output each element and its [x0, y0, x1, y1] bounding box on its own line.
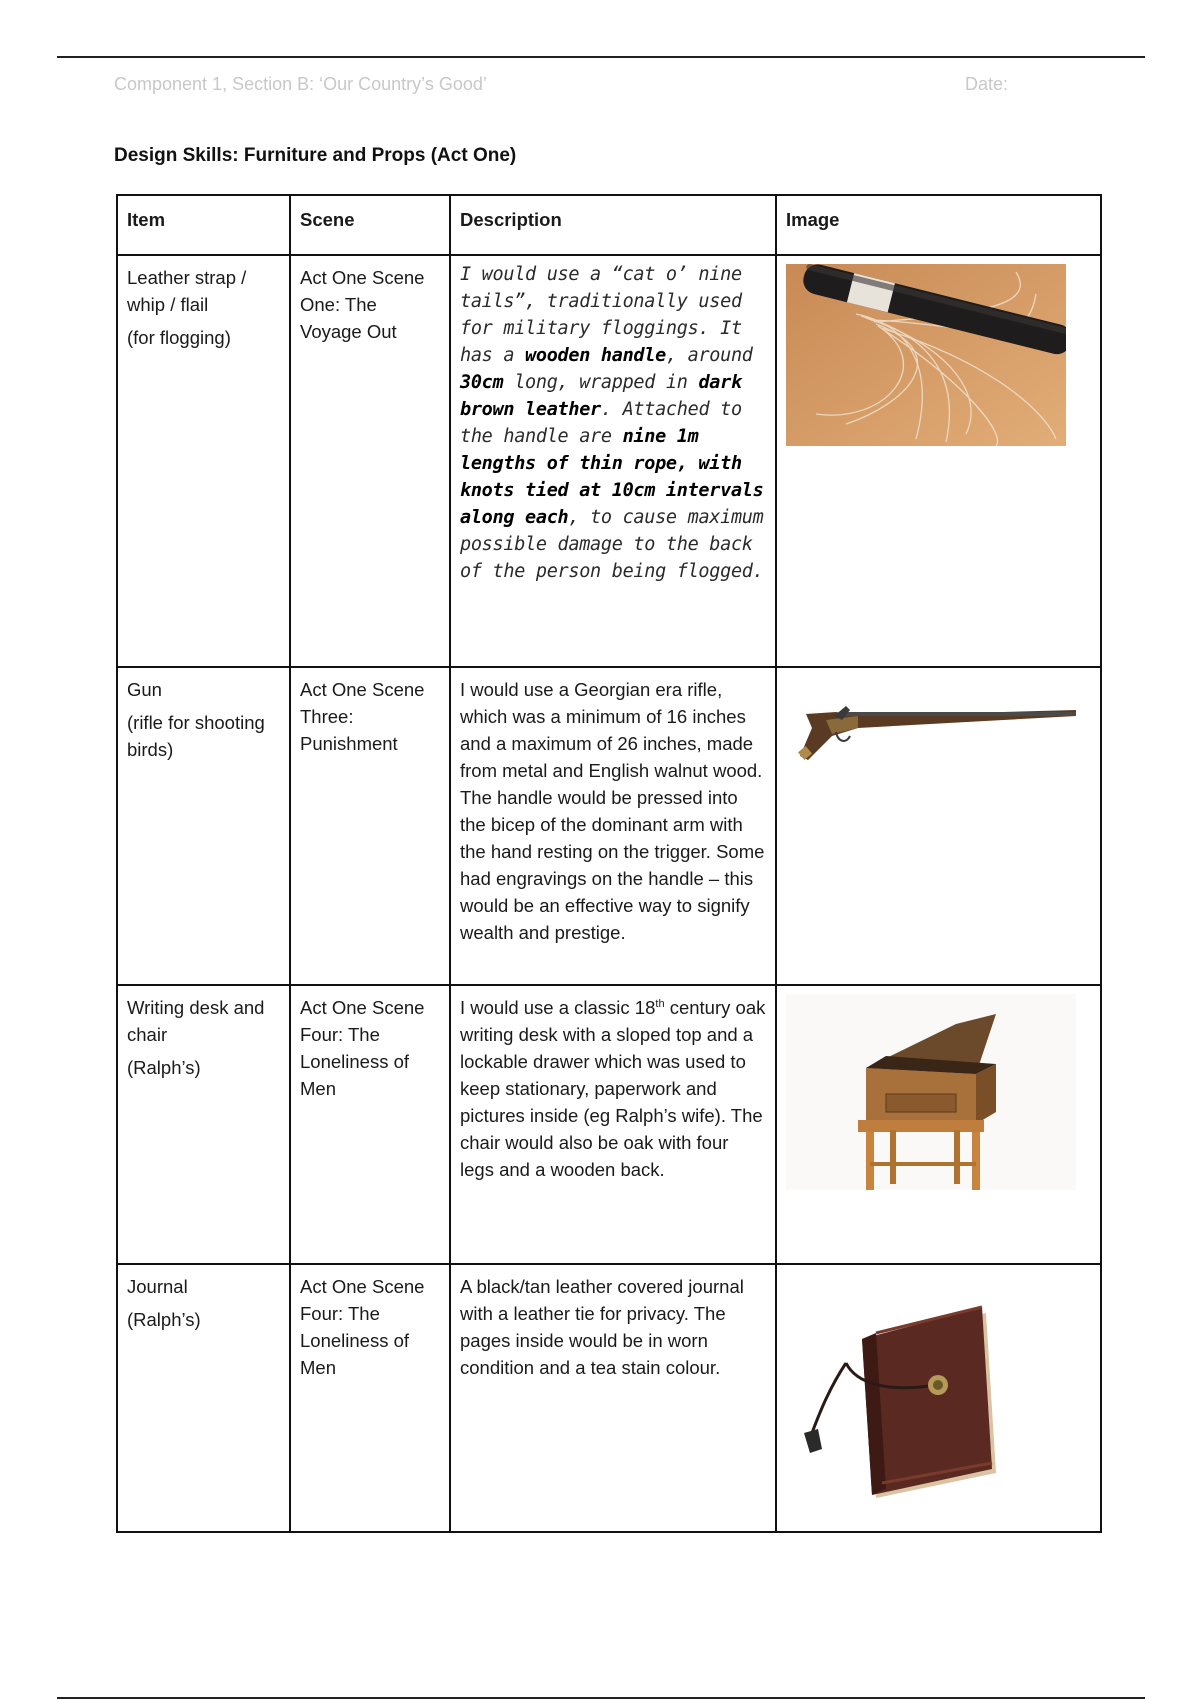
desc-part: , to cause maximum possible damage to the back of the person being flogged.: [460, 507, 764, 582]
item-note: (Ralph’s): [127, 1057, 201, 1078]
desc-superscript: th: [655, 997, 665, 1010]
item-name: Gun: [127, 679, 162, 700]
footer-rule: [57, 1697, 1145, 1699]
item-cell: [117, 1264, 290, 1532]
column-header-scene: Scene: [290, 195, 450, 255]
desc-part-bold: nine 1m lengths of thin rope, with knots tied at 10cm intervals along each: [460, 426, 764, 528]
item-note: (Ralph’s): [127, 1309, 201, 1330]
image-cell: [776, 985, 1101, 1264]
desk-image: [786, 994, 1076, 1190]
rifle-image: [786, 676, 1076, 816]
scene-cell: Act One Scene One: The Voyage Out: [290, 255, 450, 667]
item-name: Journal: [127, 1276, 188, 1297]
scene-cell: Act One Scene Three: Punishment: [290, 667, 450, 985]
description-cell: A black/tan leather covered journal with a leather tie for privacy. The pages inside would be in worn condition and a tea stain colour.: [450, 1264, 776, 1532]
item-name: Leather strap / whip / flail: [127, 267, 247, 315]
scene-cell: Act One Scene Four: The Loneliness of Men: [290, 985, 450, 1264]
desc-part-bold: dark brown leather: [460, 372, 742, 420]
scene-cell: Act One Scene Four: The Loneliness of Men: [290, 1264, 450, 1532]
image-cell: [776, 1264, 1101, 1532]
table-header-row: [117, 195, 1101, 255]
item-name: Writing desk and chair: [127, 997, 265, 1045]
column-header-image: Image: [776, 195, 1101, 255]
table-row: [117, 1264, 1101, 1532]
description-cell: I would use a Georgian era rifle, which was a minimum of 16 inches and a maximum of 26 inches, made from metal and English walnut wood. The handle would be pressed into the bicep of the dominant arm with the hand resting on the trigger. Some had engravings on the handle – this would be an effective way to signify wealth and prestige.: [450, 667, 776, 985]
table-row: [117, 985, 1101, 1264]
item-cell: [117, 667, 290, 985]
desc-part: . Attached to the handle are: [460, 399, 742, 447]
image-cell: [776, 667, 1101, 985]
column-header-description: Description: [450, 195, 776, 255]
image-cell: [776, 255, 1101, 667]
journal-image: [786, 1273, 1076, 1518]
header-component: Component 1, Section B: ‘Our Country’s Good’: [114, 74, 487, 94]
desc-part-bold: wooden handle: [525, 345, 666, 366]
desc-part: century oak writing desk with a sloped top and a lockable drawer which was used to keep stationary, paperwork and pictures inside (eg Ralph’s wife). The chair would also be oak with four legs and a wooden back.: [460, 997, 766, 1180]
desc-part: long, wrapped in: [503, 372, 699, 393]
item-cell: [117, 255, 290, 667]
header-date: Date:: [965, 74, 1009, 94]
description-cell: [450, 985, 776, 1264]
header-rule: [57, 56, 1145, 58]
item-cell: [117, 985, 290, 1264]
desc-part: I would use a “cat o’ nine tails”, traditionally used for military floggings. It has a: [460, 264, 742, 366]
description-cell: [450, 255, 776, 667]
whip-image: [786, 264, 1066, 446]
props-table: [116, 194, 1102, 1533]
desc-part-bold: 30cm: [460, 372, 504, 393]
table-row: [117, 255, 1101, 667]
page-title: Design Skills: Furniture and Props (Act One): [114, 145, 517, 166]
item-note: (for flogging): [127, 327, 231, 348]
desc-part: , around: [665, 345, 753, 366]
table-row: [117, 667, 1101, 985]
desc-part: I would use a classic 18: [460, 997, 656, 1018]
item-note: (rifle for shooting birds): [127, 712, 265, 760]
column-header-item: Item: [117, 195, 290, 255]
